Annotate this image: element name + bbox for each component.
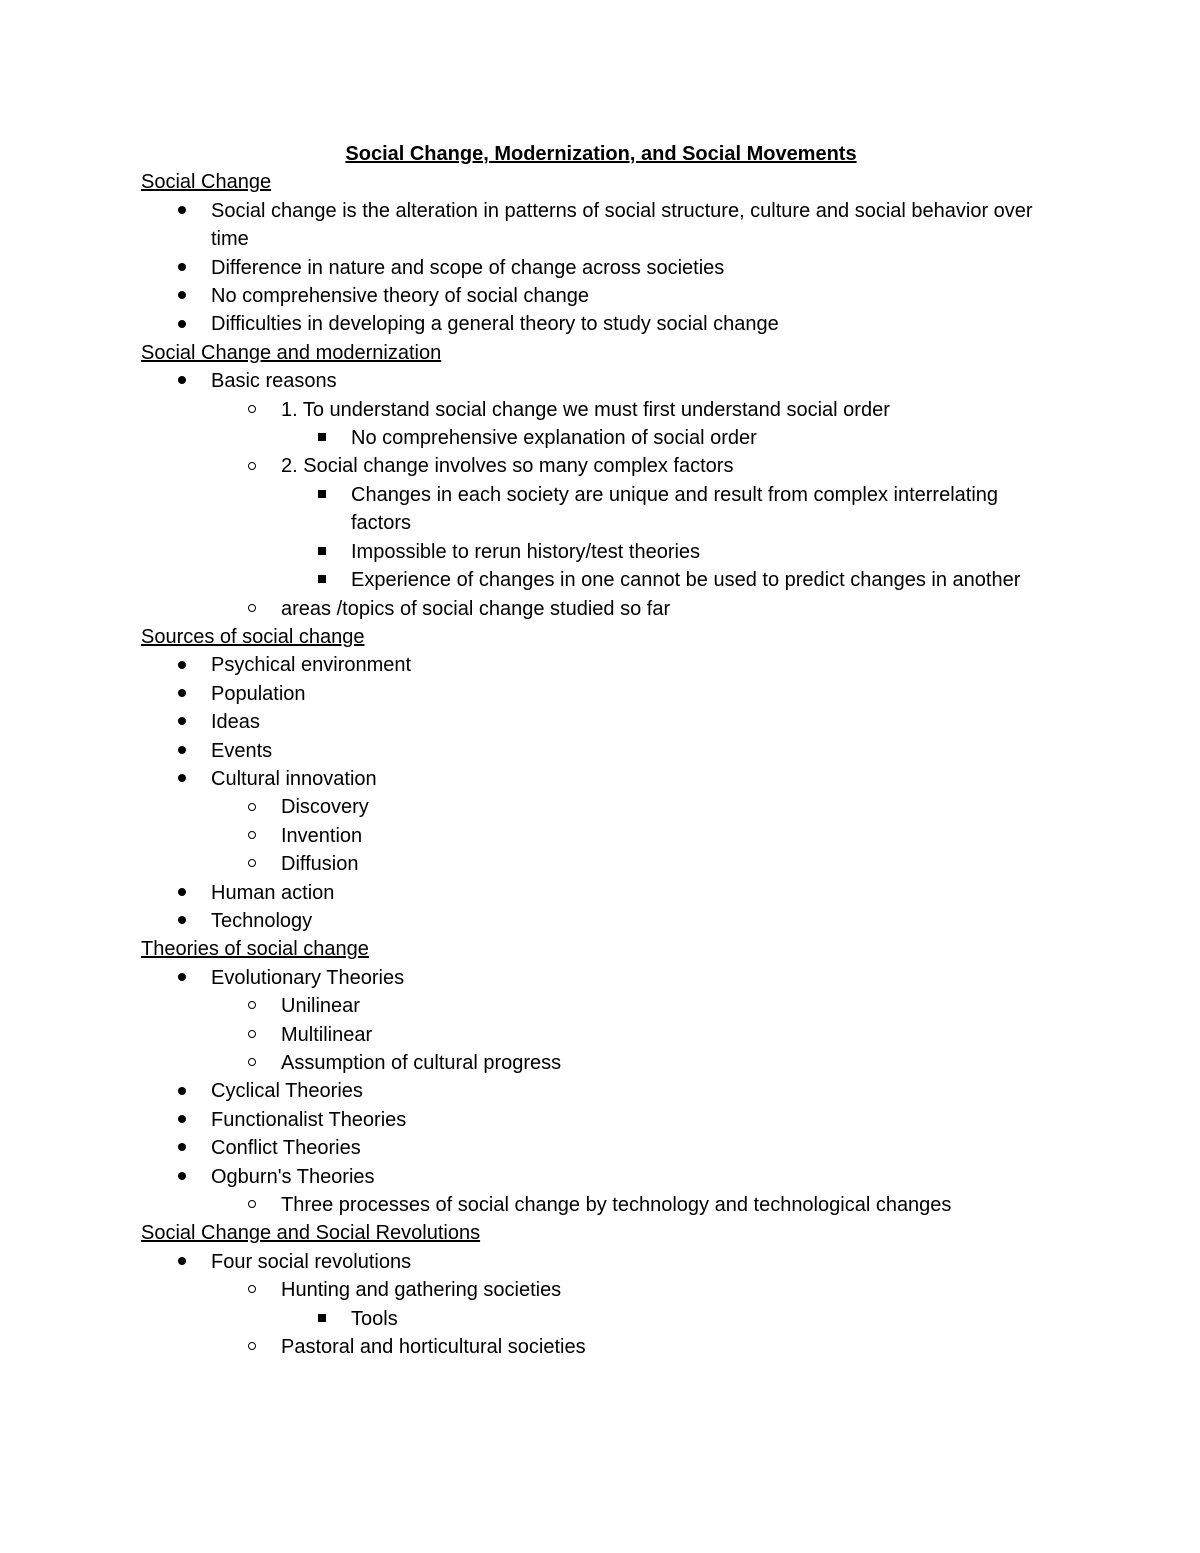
hollow-bullet-icon [248,803,256,811]
hollow-bullet-icon [248,1001,256,1009]
bullet-list [141,367,1061,623]
hollow-bullet-icon [248,462,256,470]
list-item: Cyclical Theories [141,1077,1061,1105]
bullet-icon [178,1172,186,1180]
hollow-bullet-icon [248,859,256,867]
list-item: No comprehensive explanation of social order [281,424,1061,452]
bullet-icon [178,774,186,782]
list-item: Basic reasons 1. To understand social change we must first understand social order No comprehensive explanation of social order 2. Social change involves so many complex factors Changes in each society are unique and result from complex interrelating factors Impossible to rerun history/test theories Experience of changes in one cannot be used to predict changes in another areas /topics of social change studied so far [141,367,1061,623]
sub-list [211,793,1061,878]
bullet-icon [178,661,186,669]
bullet-icon [178,263,186,271]
bullet-list [141,197,1061,339]
bullet-icon [178,206,186,214]
list-item: Difficulties in developing a general theory to study social change [141,310,1061,338]
hollow-bullet-icon [248,405,256,413]
square-bullet-icon [318,433,326,441]
list-item: No comprehensive theory of social change [141,282,1061,310]
list-item: Functionalist Theories [141,1106,1061,1134]
list-item: Social change is the alteration in patterns of social structure, culture and social behavior over time [141,197,1061,254]
bullet-list [141,1248,1061,1362]
bullet-icon [178,1087,186,1095]
bullet-icon [178,1257,186,1265]
sub-sub-list [281,1305,1061,1333]
list-item: Population [141,680,1061,708]
list-item: areas /topics of social change studied so far [211,595,1061,623]
sub-list [211,396,1061,623]
bullet-icon [178,717,186,725]
list-item: Ideas [141,708,1061,736]
bullet-icon [178,888,186,896]
hollow-bullet-icon [248,1285,256,1293]
list-item: Conflict Theories [141,1134,1061,1162]
list-item: Psychical environment [141,651,1061,679]
list-item: Evolutionary Theories Unilinear Multilinear Assumption of cultural progress [141,964,1061,1078]
list-item: Ogburn's Theories Three processes of social change by technology and technological changes [141,1163,1061,1220]
section-heading-revolutions: Social Change and Social Revolutions [141,1222,481,1245]
bullet-icon [178,1143,186,1151]
list-item: Three processes of social change by technology and technological changes [211,1191,1061,1219]
document-title: Social Change, Modernization, and Social Movements [345,143,857,165]
list-item: Multilinear [211,1021,1061,1049]
square-bullet-icon [318,547,326,555]
list-item: Technology [141,907,1061,935]
list-item: Pastoral and horticultural societies [211,1333,1061,1361]
list-item: Assumption of cultural progress [211,1049,1061,1077]
list-item: Changes in each society are unique and result from complex interrelating factors [281,481,1061,538]
bullet-icon [178,1115,186,1123]
list-item: 2. Social change involves so many complex factors Changes in each society are unique and result from complex interrelating factors Impossible to rerun history/test theories Experience of changes in one cannot be used to predict changes in another [211,452,1061,594]
sub-sub-list [281,424,1061,452]
bullet-icon [178,916,186,924]
list-item: 1. To understand social change we must first understand social order No comprehensive explanation of social order [211,396,1061,453]
bullet-list [141,651,1061,935]
sub-sub-list [281,481,1061,595]
bullet-icon [178,291,186,299]
list-item: Unilinear [211,992,1061,1020]
section-heading-modernization: Social Change and modernization [141,341,442,364]
list-item: Events [141,737,1061,765]
hollow-bullet-icon [248,1030,256,1038]
hollow-bullet-icon [248,1058,256,1066]
list-item: Discovery [211,793,1061,821]
hollow-bullet-icon [248,604,256,612]
bullet-icon [178,746,186,754]
list-item: Human action [141,879,1061,907]
document-page [141,140,1061,1361]
hollow-bullet-icon [248,831,256,839]
sub-list [211,992,1061,1077]
bullet-icon [178,973,186,981]
hollow-bullet-icon [248,1342,256,1350]
list-item: Impossible to rerun history/test theories [281,538,1061,566]
list-item: Invention [211,822,1061,850]
section-heading-theories: Theories of social change [141,938,369,961]
square-bullet-icon [318,490,326,498]
section-heading-sources: Sources of social change [141,625,365,648]
section-heading-social-change: Social Change [141,171,272,194]
list-item: Cultural innovation Discovery Invention Diffusion [141,765,1061,879]
bullet-list [141,964,1061,1220]
square-bullet-icon [318,575,326,583]
list-item: Hunting and gathering societies Tools [211,1276,1061,1333]
bullet-icon [178,689,186,697]
list-item: Four social revolutions Hunting and gathering societies Tools Pastoral and horticultural societies [141,1248,1061,1362]
list-item: Experience of changes in one cannot be used to predict changes in another [281,566,1061,594]
bullet-icon [178,320,186,328]
sub-list [211,1276,1061,1361]
square-bullet-icon [318,1314,326,1322]
bullet-icon [178,376,186,384]
list-item: Diffusion [211,850,1061,878]
list-item: Tools [281,1305,1061,1333]
hollow-bullet-icon [248,1200,256,1208]
sub-list [211,1191,1061,1219]
list-item: Difference in nature and scope of change across societies [141,254,1061,282]
